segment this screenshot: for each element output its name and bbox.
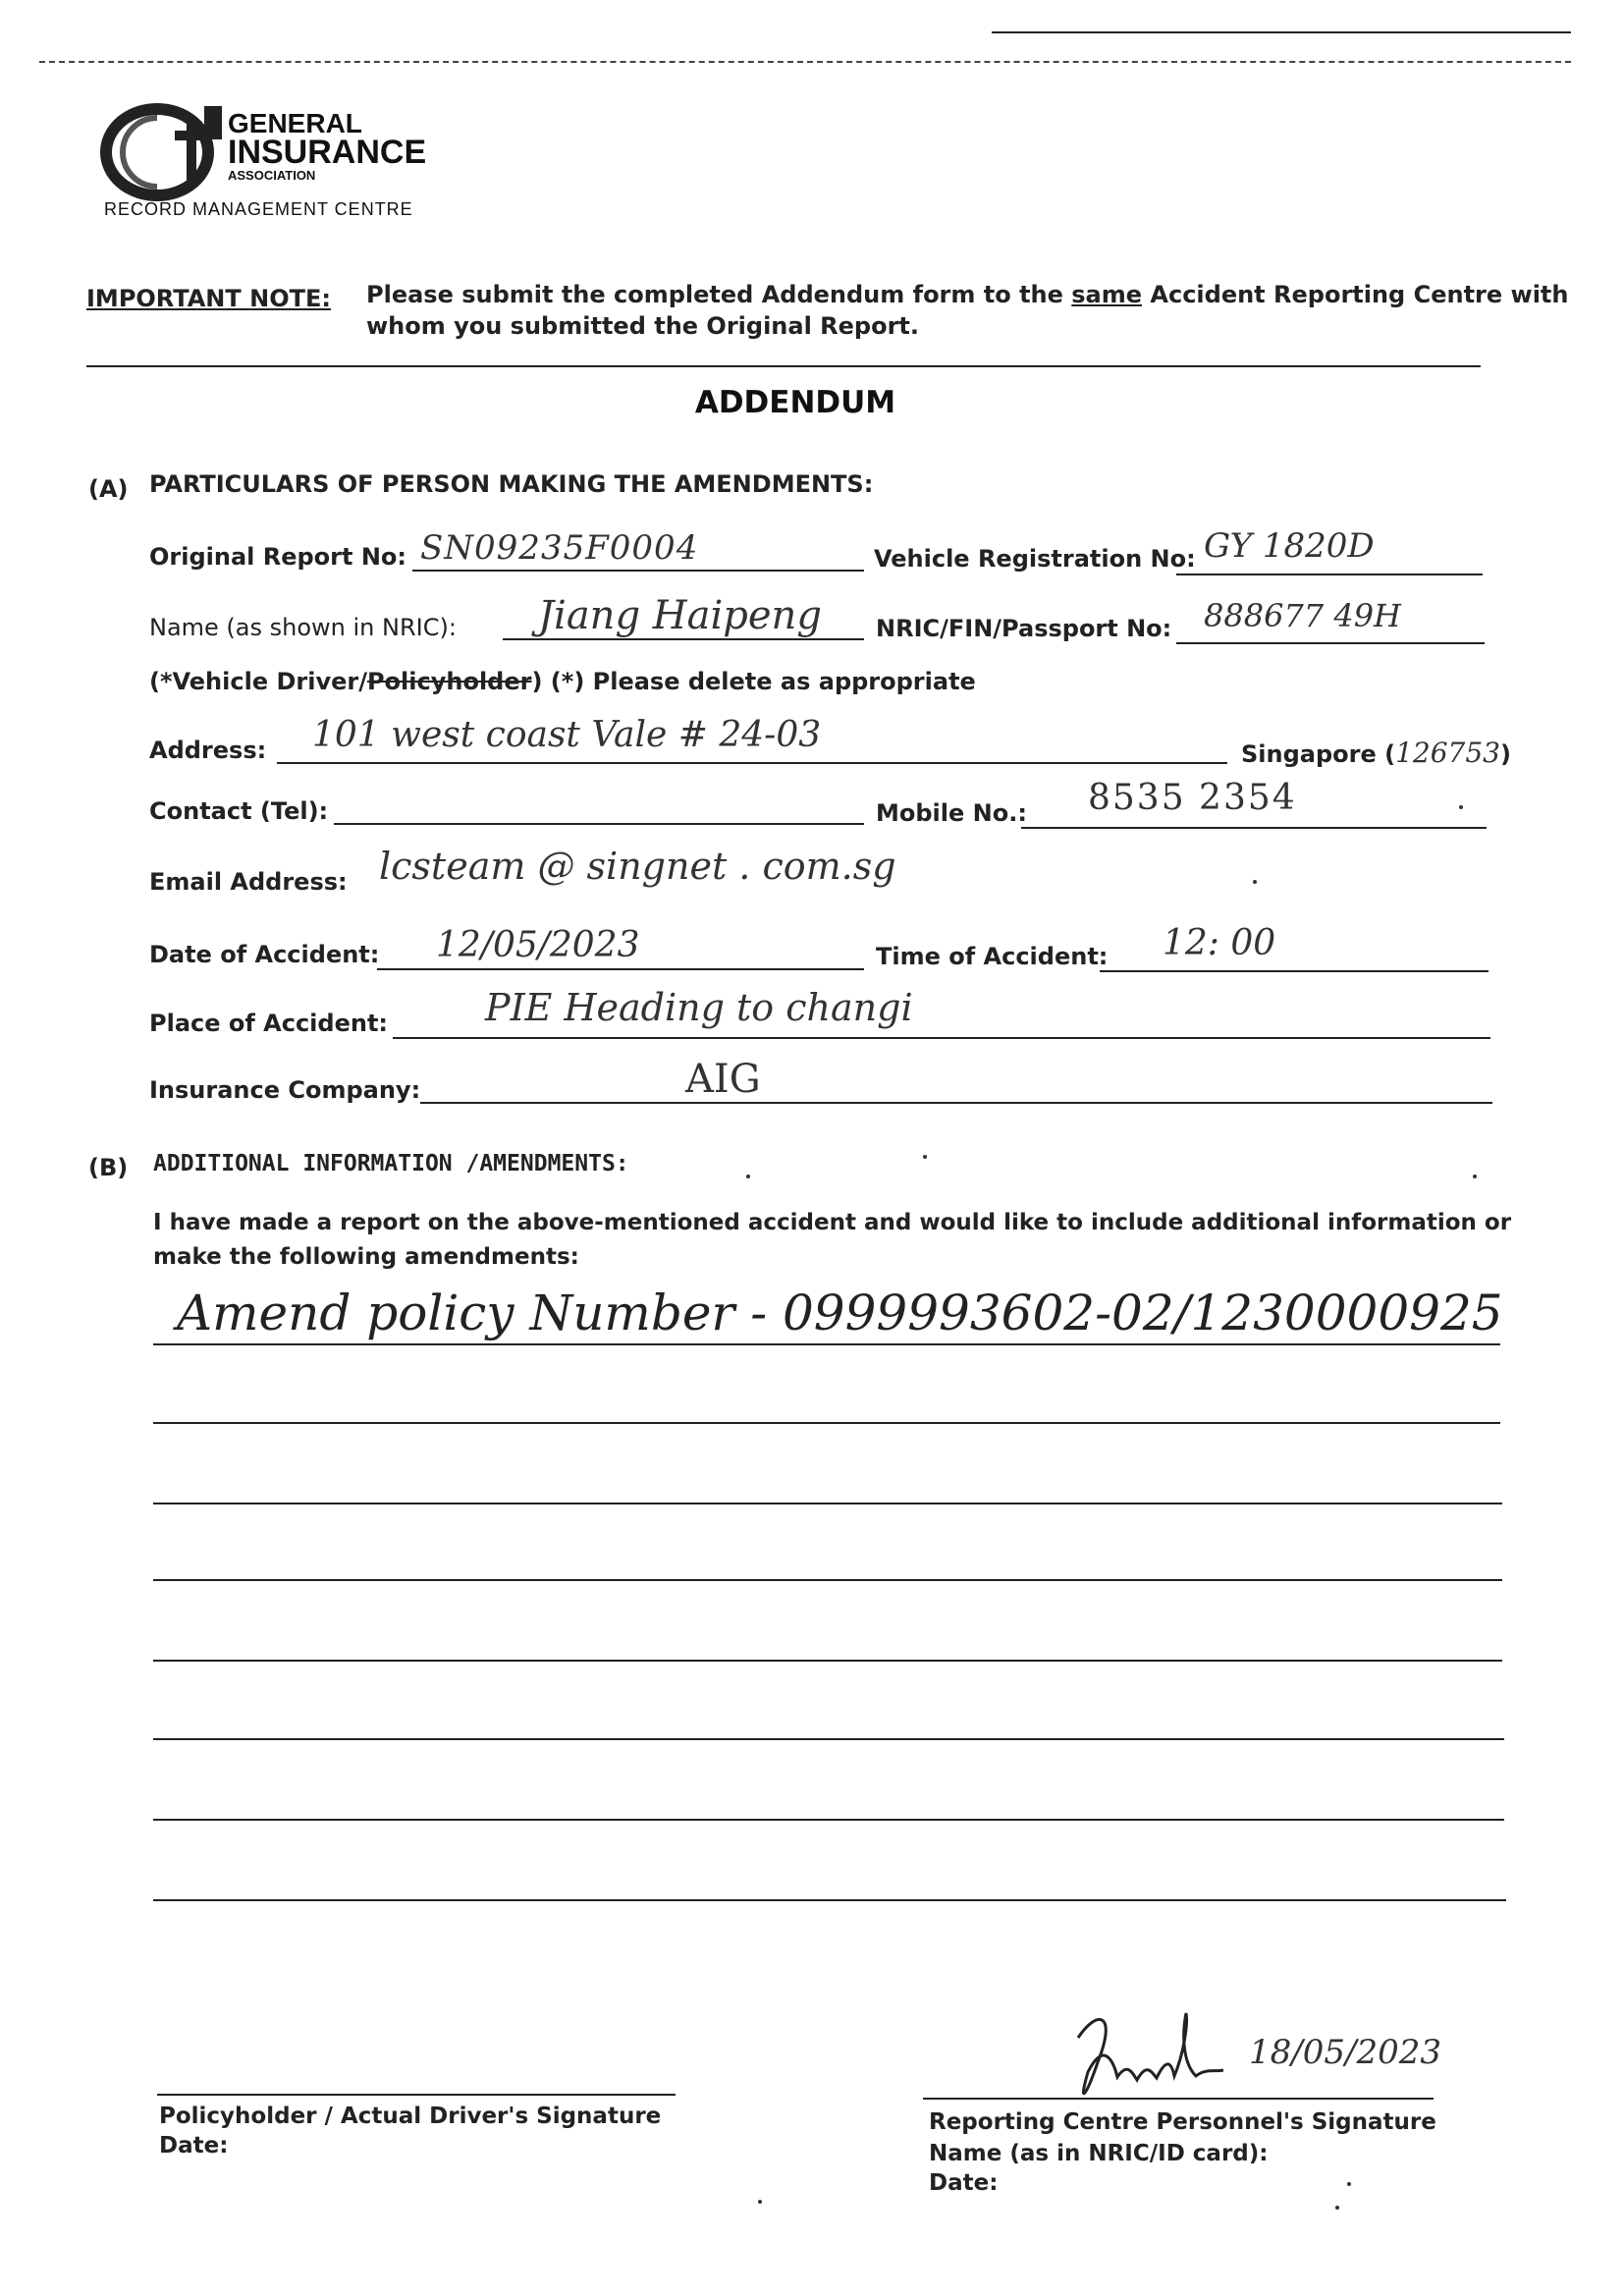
amendment-line-4: [153, 1579, 1502, 1581]
amendment-line-1: [153, 1343, 1500, 1345]
mobile-value: 8535 2354: [1088, 778, 1297, 818]
personnel-signature-line: [923, 2098, 1434, 2100]
section-b-heading: ADDITIONAL INFORMATION /AMENDMENTS:: [153, 1151, 629, 1176]
name-value: Jiang Haipeng: [538, 593, 822, 638]
record-management-centre: RECORD MANAGEMENT CENTRE: [104, 199, 413, 219]
date-of-accident-value: 12/05/2023: [436, 925, 640, 965]
scan-edge-line: [39, 61, 1571, 63]
policyholder-date-label: Date:: [159, 2133, 229, 2159]
vehicle-reg-line: [1176, 574, 1483, 575]
scan-speck: [746, 1175, 750, 1178]
scan-speck: [1459, 805, 1463, 809]
scan-speck: [923, 1155, 927, 1159]
date-of-accident-line: [377, 968, 864, 970]
place-of-accident-label: Place of Accident:: [149, 1010, 389, 1037]
address-line: [277, 762, 1227, 764]
personnel-signature-date: 18/05/2023: [1249, 2033, 1441, 2072]
singapore-postal: Singapore (126753): [1241, 737, 1511, 769]
insurance-company-label: Insurance Company:: [149, 1076, 421, 1104]
amendment-line-5: [153, 1660, 1502, 1662]
role-delete-note: (*Vehicle Driver/Policyholder) (*) Please delete as appropriate: [149, 668, 976, 695]
amendment-line-3: [153, 1503, 1502, 1504]
nric-value: 888677 49H: [1204, 597, 1401, 634]
personnel-signature: [1058, 2003, 1255, 2111]
policyholder-signature-line: [157, 2094, 676, 2096]
scan-speck: [1347, 2182, 1351, 2186]
scan-edge-line-top: [992, 31, 1571, 33]
name-line: [503, 638, 864, 640]
scan-speck: [1335, 2206, 1339, 2210]
section-b-marker: (B): [88, 1154, 129, 1181]
original-report-value: SN09235F0004: [420, 528, 699, 568]
amendment-line-7: [153, 1819, 1504, 1821]
nric-line: [1176, 642, 1485, 644]
section-b-intro-line1: I have made a report on the above-mentioned accident and would like to include additional information or: [153, 1210, 1512, 1235]
insurance-company-value: AIG: [685, 1057, 761, 1102]
note-divider: [86, 365, 1481, 367]
important-note-line1: Please submit the completed Addendum form to the same Accident Reporting Centre with: [366, 281, 1569, 308]
original-report-label: Original Report No:: [149, 543, 406, 571]
original-report-line: [412, 570, 864, 572]
address-value: 101 west coast Vale # 24-03: [312, 715, 822, 755]
gia-logo-icon: [98, 98, 226, 201]
mobile-label: Mobile No.:: [876, 799, 1027, 827]
important-note-line2: whom you submitted the Original Report.: [366, 312, 920, 340]
scan-speck: [1253, 880, 1257, 884]
amendment-line-6: [153, 1738, 1504, 1740]
date-of-accident-label: Date of Accident:: [149, 941, 380, 968]
time-of-accident-label: Time of Accident:: [876, 943, 1109, 970]
org-name-line1: GENERAL: [228, 108, 362, 138]
name-label: Name (as shown in NRIC):: [149, 614, 457, 641]
amendment-text: Amend policy Number - 0999993602-02/1230000925: [177, 1285, 1503, 1341]
mobile-line: [1021, 827, 1487, 829]
contact-line: [334, 823, 864, 825]
vehicle-reg-label: Vehicle Registration No:: [874, 545, 1196, 573]
scan-speck: [758, 2200, 762, 2204]
vehicle-reg-value: GY 1820D: [1204, 526, 1375, 566]
place-of-accident-line: [393, 1037, 1490, 1039]
insurance-company-line: [420, 1102, 1492, 1104]
time-of-accident-value: 12: 00: [1163, 923, 1276, 963]
address-label: Address:: [149, 737, 267, 764]
section-a-marker: (A): [88, 475, 129, 503]
policyholder-signature-label: Policyholder / Actual Driver's Signature: [159, 2104, 662, 2129]
important-note-label: IMPORTANT NOTE:: [86, 285, 331, 312]
org-name-line2: INSURANCE: [228, 134, 427, 171]
contact-label: Contact (Tel):: [149, 797, 329, 825]
amendment-line-2: [153, 1422, 1500, 1424]
scan-speck: [1473, 1175, 1477, 1178]
personnel-signature-label: Reporting Centre Personnel's Signature: [929, 2109, 1436, 2135]
time-of-accident-line: [1100, 970, 1489, 972]
amendment-line-8: [153, 1899, 1506, 1901]
section-b-intro-line2: make the following amendments:: [153, 1244, 579, 1270]
email-label: Email Address:: [149, 868, 348, 896]
nric-label: NRIC/FIN/Passport No:: [876, 615, 1172, 642]
personnel-name-label: Name (as in NRIC/ID card):: [929, 2141, 1269, 2166]
place-of-accident-value: PIE Heading to changi: [485, 986, 913, 1029]
email-value: lcsteam @ singnet . com.sg: [379, 845, 896, 888]
personnel-date-label: Date:: [929, 2170, 999, 2196]
section-a-heading: PARTICULARS OF PERSON MAKING THE AMENDMENTS:: [149, 470, 874, 498]
org-name-line3: ASSOCIATION: [228, 168, 316, 183]
page-title: ADDENDUM: [694, 385, 896, 420]
